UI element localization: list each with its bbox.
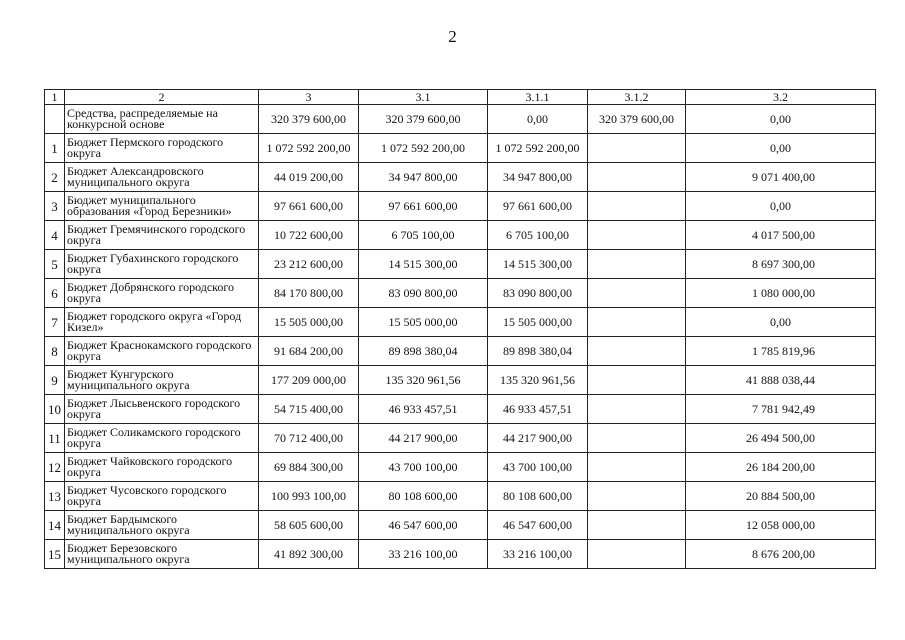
- table-row: [45, 192, 876, 221]
- value-3-1-1: 83 090 800,00: [488, 279, 588, 308]
- value-3-2: 0,00: [686, 134, 876, 163]
- value-total: 41 892 300,00: [259, 540, 359, 569]
- value-3-2: 8 676 200,00: [686, 540, 876, 569]
- value-total: 44 019 200,00: [259, 163, 359, 192]
- value-3-1-2: [588, 308, 686, 337]
- page-number: 2: [448, 27, 457, 46]
- recipient-name: Бюджет городского округа «Город Кизел»: [65, 308, 259, 337]
- value-3-1-2: [588, 511, 686, 540]
- value-3-1: 46 933 457,51: [359, 395, 488, 424]
- value-3-1-2: [588, 395, 686, 424]
- recipient-name: Средства, распределяемые на конкурсной основе: [65, 105, 259, 134]
- value-3-1: 6 705 100,00: [359, 221, 488, 250]
- table-row: [45, 105, 876, 134]
- value-3-2: 4 017 500,00: [686, 221, 876, 250]
- value-3-1-1: 34 947 800,00: [488, 163, 588, 192]
- value-total: 1 072 592 200,00: [259, 134, 359, 163]
- value-3-2: 12 058 000,00: [686, 511, 876, 540]
- value-3-1-1: 33 216 100,00: [488, 540, 588, 569]
- value-total: 58 605 600,00: [259, 511, 359, 540]
- table-row: [45, 279, 876, 308]
- value-3-1-2: [588, 192, 686, 221]
- table-row: [45, 337, 876, 366]
- table-row: [45, 511, 876, 540]
- recipient-name: Бюджет Гремячинского городского округа: [65, 221, 259, 250]
- recipient-name: Бюджет Чусовского городского округа: [65, 482, 259, 511]
- value-3-1-2: [588, 163, 686, 192]
- column-header: 1: [45, 90, 65, 105]
- value-3-2: 8 697 300,00: [686, 250, 876, 279]
- value-3-1-2: [588, 424, 686, 453]
- recipient-name: Бюджет Соликамского городского округа: [65, 424, 259, 453]
- header-row: [45, 90, 876, 105]
- value-3-1-1: 89 898 380,04: [488, 337, 588, 366]
- value-total: 100 993 100,00: [259, 482, 359, 511]
- value-3-1-1: 135 320 961,56: [488, 366, 588, 395]
- value-3-1-2: [588, 250, 686, 279]
- table-row: [45, 221, 876, 250]
- value-total: 23 212 600,00: [259, 250, 359, 279]
- table-row: [45, 482, 876, 511]
- value-3-1-2: 320 379 600,00: [588, 105, 686, 134]
- value-3-2: 9 071 400,00: [686, 163, 876, 192]
- value-total: 70 712 400,00: [259, 424, 359, 453]
- value-3-1-2: [588, 221, 686, 250]
- row-number: 10: [45, 395, 65, 424]
- column-header: 2: [65, 90, 259, 105]
- column-header: 3.1.2: [588, 90, 686, 105]
- value-3-2: 1 080 000,00: [686, 279, 876, 308]
- row-number: 7: [45, 308, 65, 337]
- value-total: 54 715 400,00: [259, 395, 359, 424]
- value-3-1: 83 090 800,00: [359, 279, 488, 308]
- table-row: [45, 540, 876, 569]
- recipient-name: Бюджет Краснокамского городского округа: [65, 337, 259, 366]
- value-3-1-2: [588, 482, 686, 511]
- value-3-2: 26 184 200,00: [686, 453, 876, 482]
- recipient-name: Бюджет Березовского муниципального округа: [65, 540, 259, 569]
- table-body: [45, 105, 876, 569]
- value-3-1-1: 6 705 100,00: [488, 221, 588, 250]
- row-number: 4: [45, 221, 65, 250]
- value-3-1: 43 700 100,00: [359, 453, 488, 482]
- value-3-1-2: [588, 337, 686, 366]
- value-total: 84 170 800,00: [259, 279, 359, 308]
- row-number: [45, 105, 65, 134]
- value-total: 97 661 600,00: [259, 192, 359, 221]
- value-3-2: 7 781 942,49: [686, 395, 876, 424]
- value-3-1-2: [588, 279, 686, 308]
- value-total: 91 684 200,00: [259, 337, 359, 366]
- table-row: [45, 308, 876, 337]
- value-3-1-1: 15 505 000,00: [488, 308, 588, 337]
- value-total: 177 209 000,00: [259, 366, 359, 395]
- value-3-1: 89 898 380,04: [359, 337, 488, 366]
- row-number: 2: [45, 163, 65, 192]
- value-3-1: 14 515 300,00: [359, 250, 488, 279]
- value-3-1-1: 46 933 457,51: [488, 395, 588, 424]
- column-header: 3: [259, 90, 359, 105]
- value-3-2: 41 888 038,44: [686, 366, 876, 395]
- budget-distribution-table: [44, 89, 876, 569]
- row-number: 9: [45, 366, 65, 395]
- row-number: 8: [45, 337, 65, 366]
- value-3-1: 44 217 900,00: [359, 424, 488, 453]
- recipient-name: Бюджет Лысьвенского городского округа: [65, 395, 259, 424]
- value-3-1-1: 1 072 592 200,00: [488, 134, 588, 163]
- recipient-name: Бюджет Александровского муниципального округа: [65, 163, 259, 192]
- table-row: [45, 250, 876, 279]
- column-header: 3.2: [686, 90, 876, 105]
- row-number: 14: [45, 511, 65, 540]
- row-number: 13: [45, 482, 65, 511]
- value-3-1-1: 14 515 300,00: [488, 250, 588, 279]
- value-3-2: 1 785 819,96: [686, 337, 876, 366]
- column-header: 3.1.1: [488, 90, 588, 105]
- recipient-name: Бюджет Чайковского городского округа: [65, 453, 259, 482]
- value-3-1: 34 947 800,00: [359, 163, 488, 192]
- column-header: 3.1: [359, 90, 488, 105]
- value-3-1: 1 072 592 200,00: [359, 134, 488, 163]
- value-3-1-2: [588, 134, 686, 163]
- table-row: [45, 424, 876, 453]
- table-row: [45, 453, 876, 482]
- value-3-1: 46 547 600,00: [359, 511, 488, 540]
- table-row: [45, 134, 876, 163]
- value-3-1-1: 46 547 600,00: [488, 511, 588, 540]
- recipient-name: Бюджет Добрянского городского округа: [65, 279, 259, 308]
- value-3-1-1: 44 217 900,00: [488, 424, 588, 453]
- recipient-name: Бюджет Бардымского муниципального округа: [65, 511, 259, 540]
- value-3-1: 15 505 000,00: [359, 308, 488, 337]
- row-number: 12: [45, 453, 65, 482]
- value-total: 69 884 300,00: [259, 453, 359, 482]
- row-number: 11: [45, 424, 65, 453]
- value-3-2: 0,00: [686, 105, 876, 134]
- value-3-1: 80 108 600,00: [359, 482, 488, 511]
- value-3-1-2: [588, 453, 686, 482]
- value-3-2: 20 884 500,00: [686, 482, 876, 511]
- row-number: 6: [45, 279, 65, 308]
- value-3-1-1: 80 108 600,00: [488, 482, 588, 511]
- value-total: 320 379 600,00: [259, 105, 359, 134]
- row-number: 5: [45, 250, 65, 279]
- row-number: 3: [45, 192, 65, 221]
- value-3-1-1: 97 661 600,00: [488, 192, 588, 221]
- value-total: 15 505 000,00: [259, 308, 359, 337]
- recipient-name: Бюджет муниципального образования «Город Березники»: [65, 192, 259, 221]
- table-row: [45, 395, 876, 424]
- row-number: 15: [45, 540, 65, 569]
- value-3-1: 320 379 600,00: [359, 105, 488, 134]
- value-total: 10 722 600,00: [259, 221, 359, 250]
- recipient-name: Бюджет Губахинского городского округа: [65, 250, 259, 279]
- value-3-1: 97 661 600,00: [359, 192, 488, 221]
- table-row: [45, 366, 876, 395]
- row-number: 1: [45, 134, 65, 163]
- recipient-name: Бюджет Пермского городского округа: [65, 134, 259, 163]
- value-3-1: 33 216 100,00: [359, 540, 488, 569]
- value-3-1-1: 43 700 100,00: [488, 453, 588, 482]
- recipient-name: Бюджет Кунгурского муниципального округа: [65, 366, 259, 395]
- value-3-1-2: [588, 366, 686, 395]
- value-3-1-2: [588, 540, 686, 569]
- value-3-1-1: 0,00: [488, 105, 588, 134]
- value-3-2: 0,00: [686, 308, 876, 337]
- value-3-2: 26 494 500,00: [686, 424, 876, 453]
- value-3-1: 135 320 961,56: [359, 366, 488, 395]
- value-3-2: 0,00: [686, 192, 876, 221]
- table-row: [45, 163, 876, 192]
